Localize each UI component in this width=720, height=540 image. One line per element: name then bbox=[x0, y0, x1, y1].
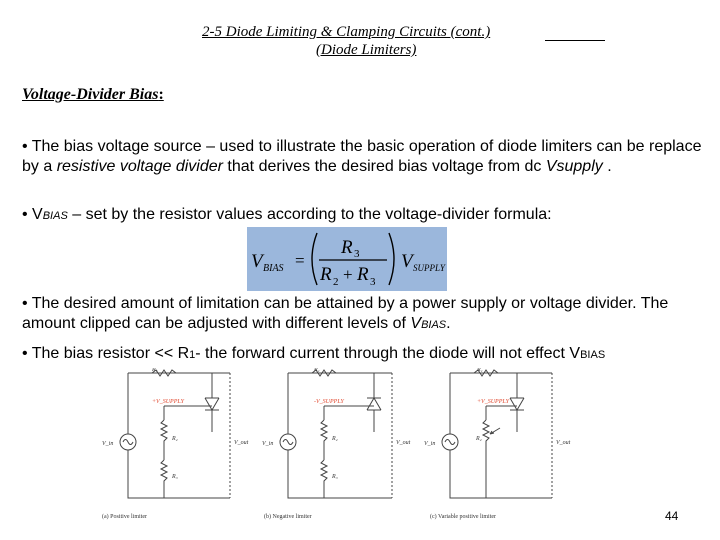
formula-den-a: R bbox=[320, 264, 332, 285]
formula-den-a-sub: 2 bbox=[333, 276, 339, 288]
title-line-1: 2-5 Diode Limiting & Clamping Circuits (cont.) bbox=[202, 24, 491, 40]
title-line-2: (Diode Limiters) bbox=[316, 42, 417, 58]
a-r3-label: R₃ bbox=[172, 474, 178, 480]
b-vin-label: V_in bbox=[262, 441, 274, 447]
a-caption: (a) Positive limiter bbox=[102, 514, 147, 520]
a-vin-label: V_in bbox=[102, 441, 114, 447]
c-supply-label: +V_SUPPLY bbox=[477, 399, 509, 405]
formula-equals: = bbox=[295, 251, 305, 270]
c-vin-label: V_in bbox=[424, 441, 436, 447]
b-vout-label: V_out bbox=[396, 440, 411, 446]
c-vout-label: V_out bbox=[556, 440, 571, 446]
b-caption: (b) Negative limiter bbox=[264, 514, 312, 520]
title-underline-extension bbox=[545, 40, 605, 41]
b-r2-label: R₂ bbox=[332, 436, 338, 442]
formula-lhs-sub: BIAS bbox=[263, 263, 284, 274]
b-r1-label: R₁ bbox=[314, 368, 320, 373]
a-r2-label: R₂ bbox=[172, 436, 178, 442]
page-number: 44 bbox=[665, 509, 679, 523]
c-r1-label: R₁ bbox=[477, 368, 483, 373]
a-vout-label: V_out bbox=[234, 440, 249, 446]
bullet-bias-source: • The bias voltage source – used to illustrate the basic operation of diode limiters can be replace by a resistive voltage divider that derives the desired bias voltage from dc Vsupply . bbox=[22, 138, 702, 175]
formula-rhs: V bbox=[401, 251, 413, 272]
a-supply-label: +V_SUPPLY bbox=[152, 399, 184, 405]
formula-plus: + bbox=[343, 265, 353, 284]
c-caption: (c) Variable positive limiter bbox=[430, 514, 497, 520]
bullet-limitation: • The desired amount of limitation can be attained by a power supply or voltage divider. The amount clipped can be adjusted with different levels of VBIAS. bbox=[22, 295, 669, 332]
formula-lhs: V bbox=[251, 251, 263, 272]
a-r1-label: R₁ bbox=[152, 368, 158, 373]
section-heading: Voltage-Divider Bias: bbox=[22, 86, 164, 103]
bullet-vbias-formula: • VBIAS – set by the resistor values according to the voltage-divider formula: bbox=[22, 206, 552, 223]
b-supply-label: -V_SUPPLY bbox=[314, 399, 344, 405]
formula-rhs-sub: SUPPLY bbox=[413, 263, 445, 273]
formula-den-b: R bbox=[357, 264, 369, 285]
formula-num: R bbox=[341, 237, 353, 258]
voltage-divider-formula bbox=[247, 227, 447, 291]
b-r3-label: R₃ bbox=[332, 474, 338, 480]
bullet-bias-resistor: • The bias resistor << R1- the forward current through the diode will not effect VBIAS bbox=[22, 345, 606, 362]
formula-num-sub: 3 bbox=[354, 248, 360, 260]
circuit-variable-positive-limiter bbox=[442, 370, 552, 498]
limiter-circuits-figure bbox=[92, 368, 652, 528]
c-r2-label: R₂ bbox=[476, 436, 482, 442]
formula-den-b-sub: 3 bbox=[370, 276, 376, 288]
